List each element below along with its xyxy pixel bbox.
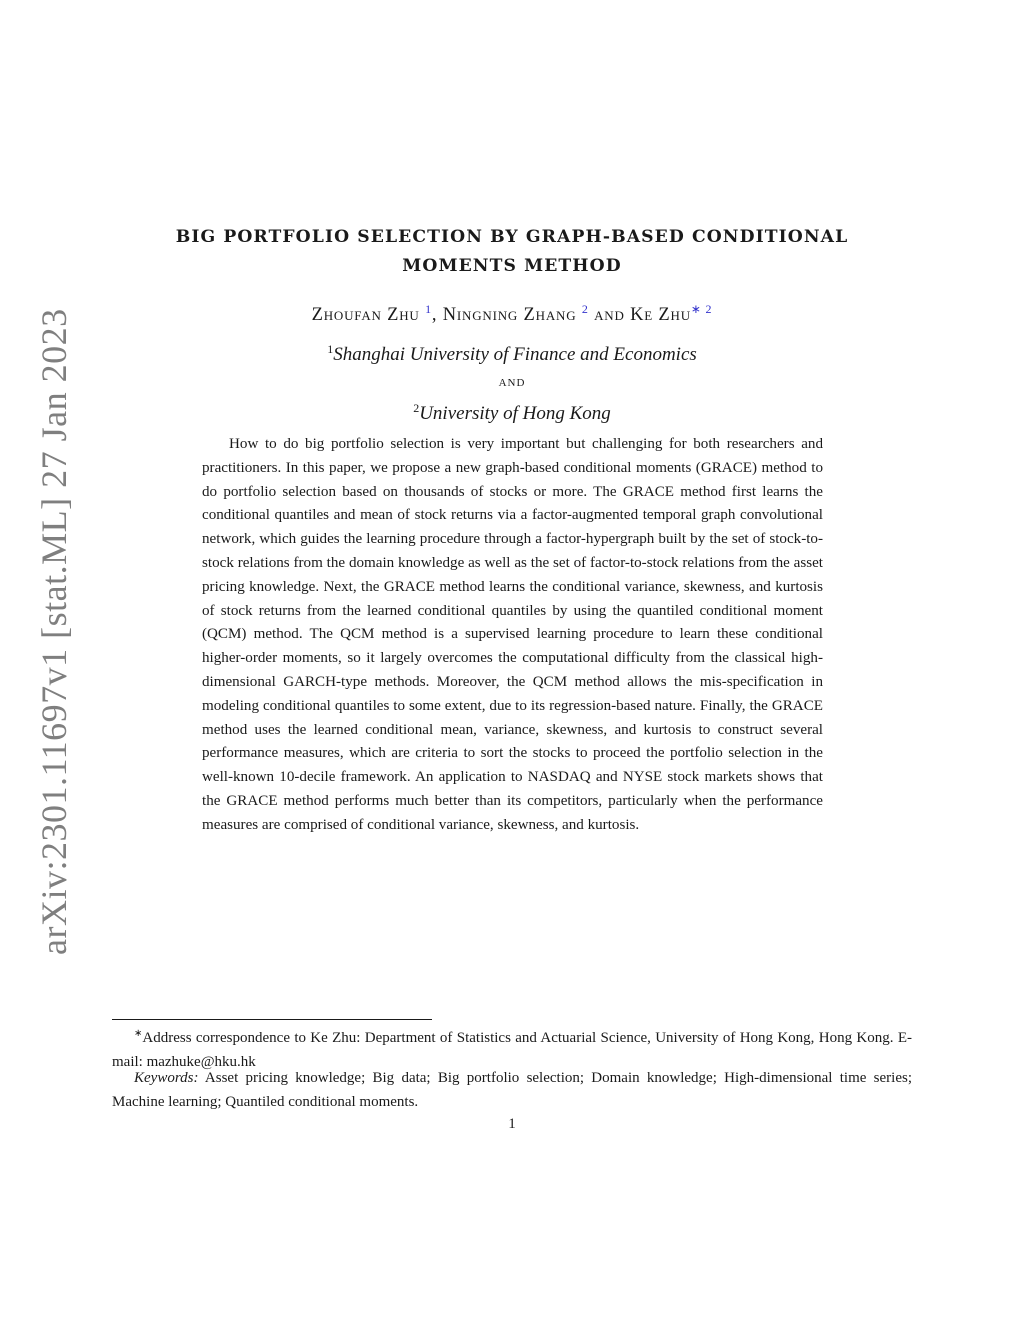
author-separator: and (594, 305, 625, 325)
author-name: Ningning Zhang (442, 305, 577, 325)
affiliation-name: University of Hong Kong (419, 403, 611, 424)
page-number: 1 (508, 1116, 516, 1132)
affiliation-marker[interactable]: 2 (581, 302, 589, 316)
author-separator: , (431, 305, 438, 325)
affiliation-marker[interactable]: 1 (425, 302, 432, 316)
affiliation-name: Shanghai University of Finance and Economics (333, 344, 697, 365)
author-list (150, 302, 874, 326)
title-line-1: BIG PORTFOLIO SELECTION BY GRAPH-BASED CONDITIONAL (175, 227, 849, 247)
footnote-marker: ∗ (134, 1028, 143, 1039)
footnote-rule (112, 1019, 432, 1020)
author-name: Ke Zhu (630, 305, 691, 325)
abstract: How to do big portfolio selection is very important but challenging for both researchers and practitioners. In this paper, we propose a new graph-based conditional moments (GRACE) method to do portfolio selection based on thousands of stocks or more. The GRACE method first learns the conditional quantiles and mean of stock returns via a factor-augmented temporal graph convolutional network, which guides the learning procedure through a factor-hypergraph built by the set of stock-to-stock relations from the domain knowledge as well as the set of factor-to-stock relations from the asset pricing knowledge. Next, the GRACE method learns the conditional variance, skewness, and kurtosis of stock returns from the learned conditional quantiles by using the quantiled conditional moment (QCM) method. The QCM method is a supervised learning procedure to learn these conditional higher-order moments, so it largely overcomes the computational difficulty from the classical high-dimensional GARCH-type methods. Moreover, the QCM method allows the mis-specification in modeling conditional quantiles to some extent, due to its regression-based nature. Finally, the GRACE method uses the learned conditional mean, variance, skewness, and kurtosis to construct several performance measures, which are criteria to sort the stocks to proceed the portfolio selection in the well-known 10-decile framework. An application to NASDAQ and NYSE stock markets shows that the GRACE method performs much better than its competitors, particularly when the performance measures are comprised of conditional variance, skewness, and kurtosis. (202, 436, 823, 833)
author-name: Zhoufan Zhu (311, 305, 420, 325)
paper-title (150, 223, 874, 281)
footnote-text: Address correspondence to Ke Zhu: Department of Statistics and Actuarial Science, University of Hong Kong, Hong Kong. E-mail: mazhuke@hku.hk (112, 1030, 912, 1070)
affiliation-number: 1 (327, 342, 334, 356)
title-line-2: MOMENTS METHOD (402, 256, 622, 276)
keywords-text: Asset pricing knowledge; Big data; Big portfolio selection; Domain knowledge; High-dimensional time series; Machine learning; Quantiled conditional moments. (112, 1070, 912, 1110)
affiliation-number: 2 (413, 401, 420, 415)
arxiv-identifier-stamp: arXiv:2301.11697v1 [stat.ML] 27 Jan 2023 (34, 308, 74, 955)
keywords-footnote (112, 1067, 912, 1114)
affiliation-1 (150, 342, 874, 366)
affiliation-marker[interactable]: ∗ 2 (690, 302, 713, 316)
affiliation-conjunction: and (498, 374, 526, 390)
affiliation-2 (150, 401, 874, 425)
keywords-label: Keywords: (134, 1070, 199, 1086)
